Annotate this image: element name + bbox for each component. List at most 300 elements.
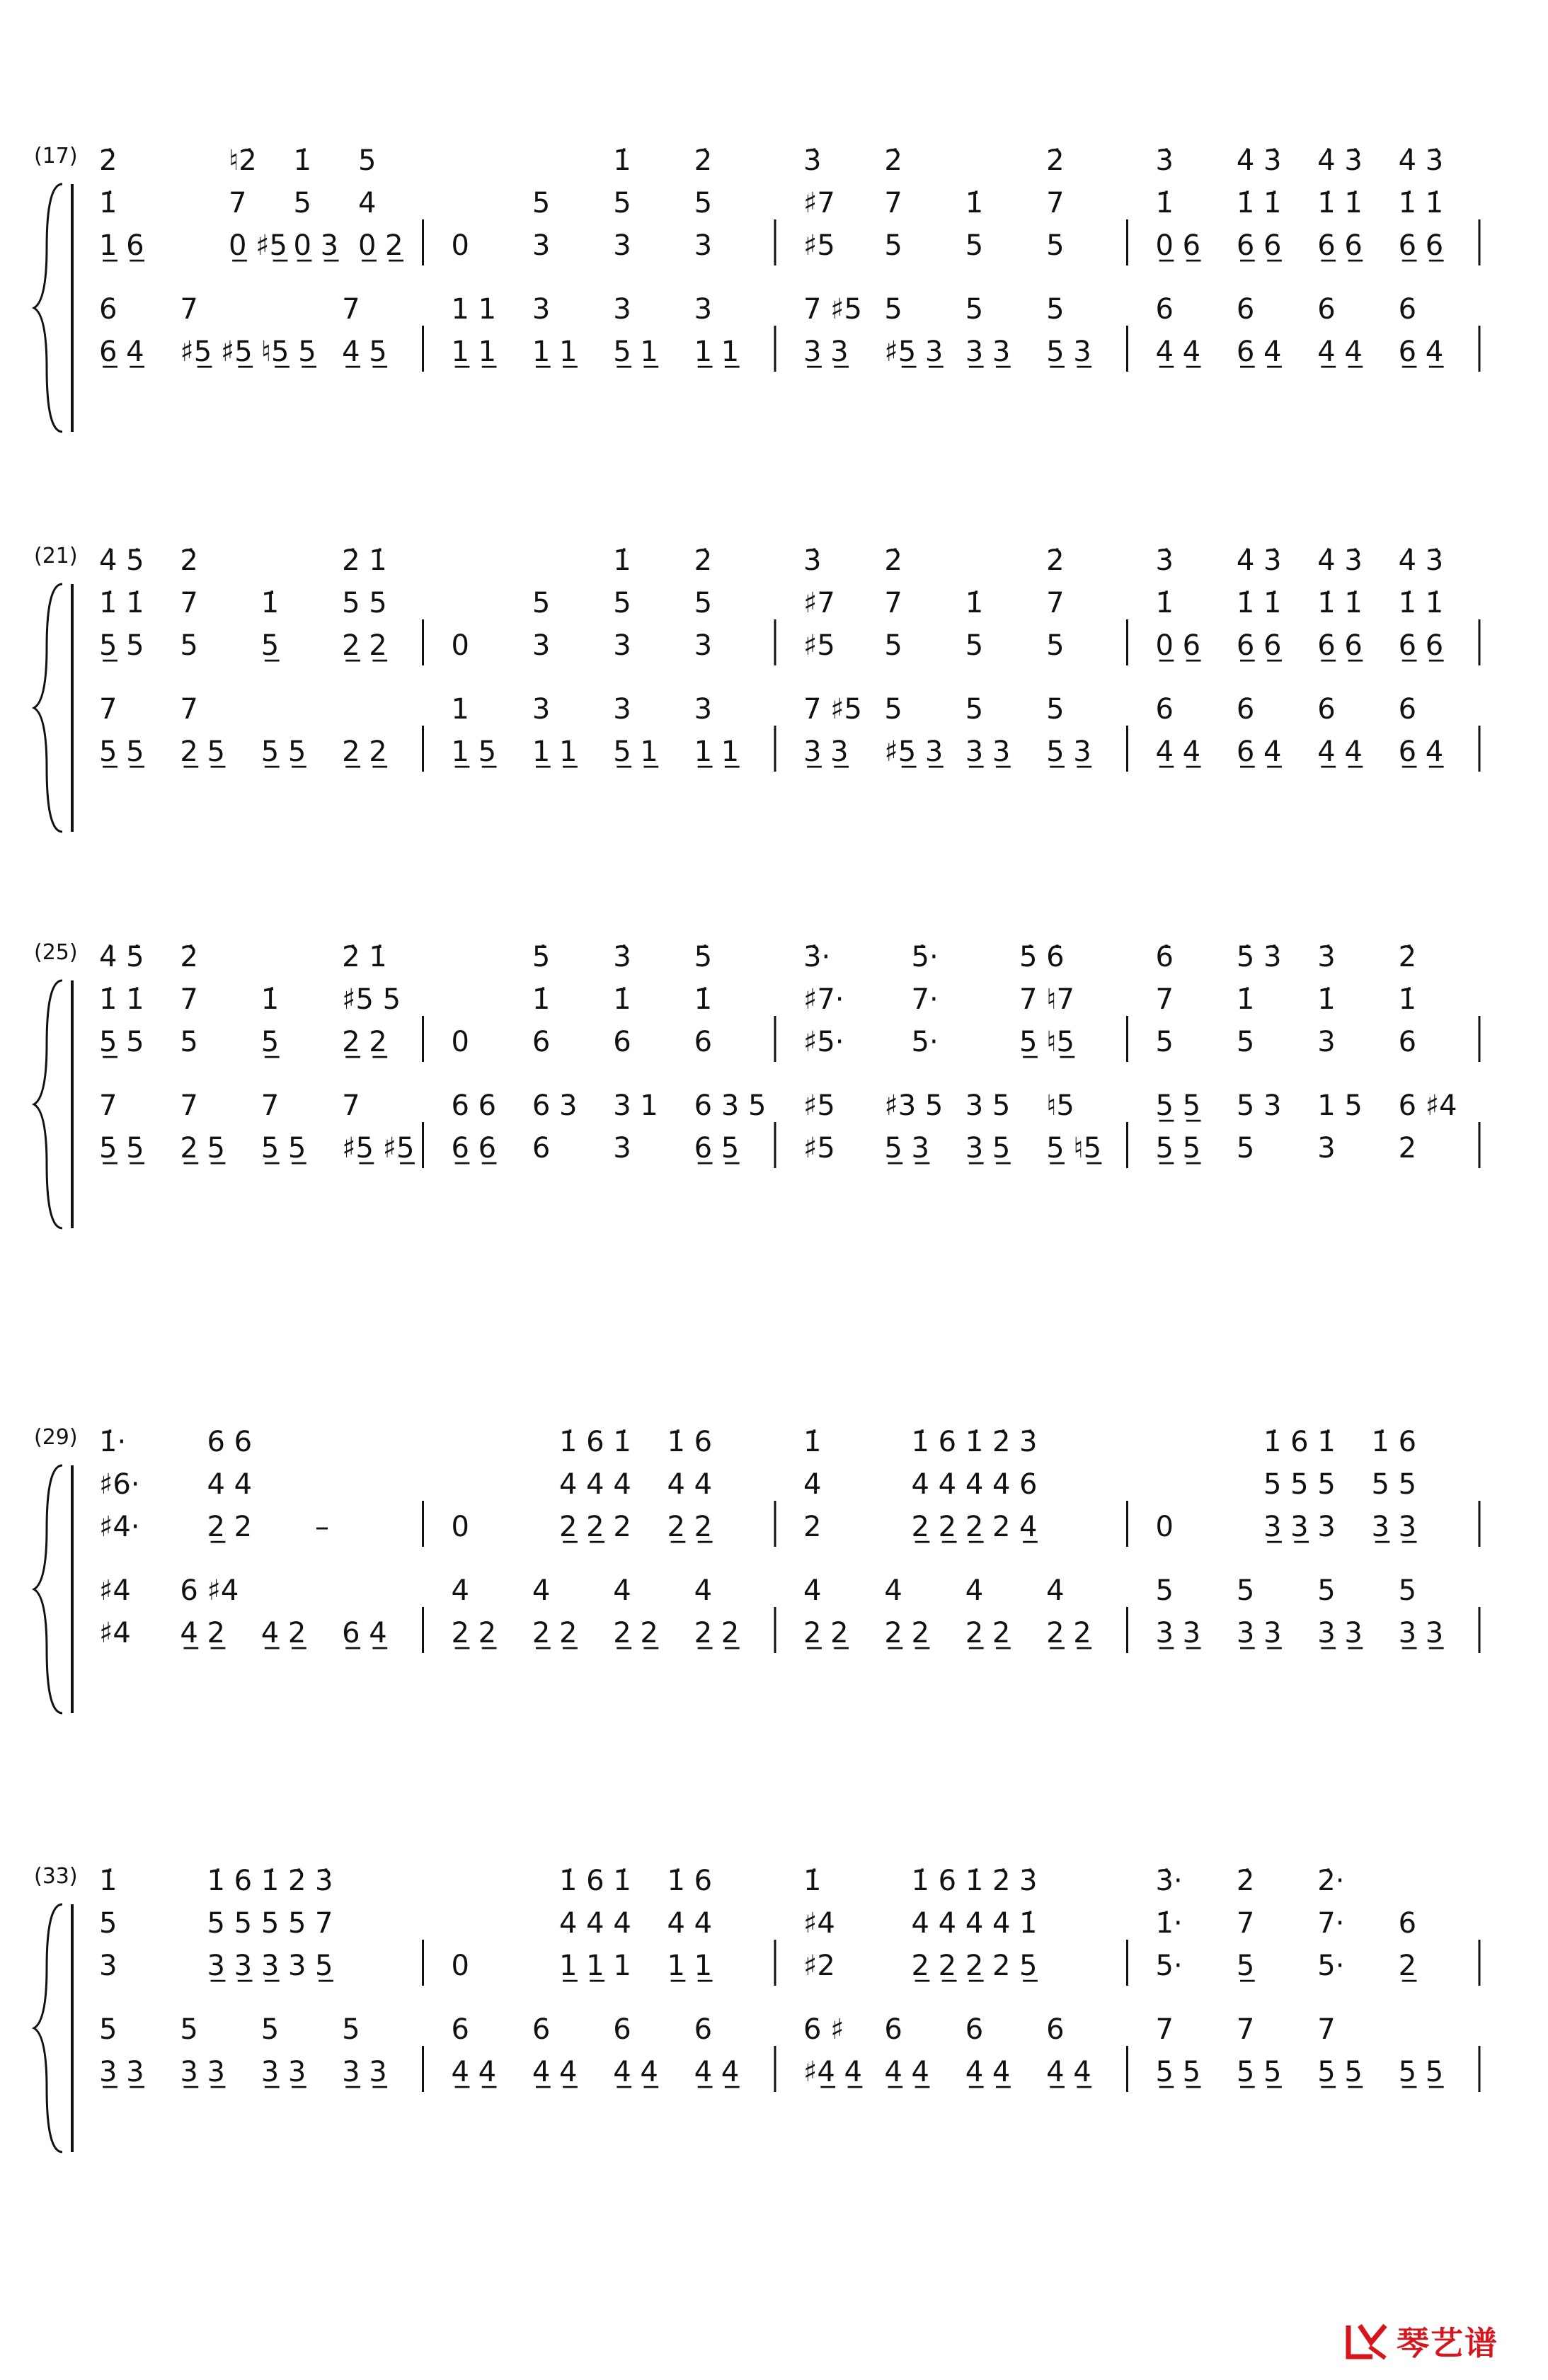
lh-note: 3̲ 3̲ <box>260 2056 306 2088</box>
lh-note: 4̲ 4̲ <box>1155 336 1201 368</box>
lh-note: 5 <box>884 693 902 726</box>
rh-note: 1̇ <box>613 544 631 577</box>
rh-note: 0̲ 6̲ <box>1155 229 1201 262</box>
rh-note: 6̲ 6̲ <box>1317 229 1363 262</box>
rh-note: 4̇ 3̇ <box>1398 144 1444 177</box>
lh-note: 3 <box>613 293 631 326</box>
rh-note: 6 <box>532 1026 551 1058</box>
rh-note: 2̲ 2̲ 2̲ 2 <box>911 1950 1011 1982</box>
rh-note: 2̲ 2̲ 2̲ 2 <box>911 1511 1011 1543</box>
rh-note: 2̇ <box>694 544 713 577</box>
lh-note: 3 <box>694 693 713 726</box>
rh-note: 5̲ <box>260 1026 280 1058</box>
rh-note: 6̲ 6̲ <box>1236 629 1282 662</box>
rh-note: 0̲ ♯5̲ <box>229 229 287 262</box>
lh-note: 6 <box>1155 293 1174 326</box>
rh-note: 3 <box>1317 1026 1336 1058</box>
rh-note: 1̇ <box>1398 983 1417 1016</box>
brace <box>34 1465 62 1713</box>
brace <box>34 1904 62 2152</box>
lh-note: 7 ♯5 <box>803 693 862 726</box>
rh-note: 3̇ <box>1155 144 1174 177</box>
rh-note: 1̇ 1̇ <box>1236 187 1282 219</box>
lh-note: 5̲ 5̲ <box>99 736 144 768</box>
rh-note: 2̇· <box>1317 1865 1345 1897</box>
rh-note: 7· <box>911 983 939 1016</box>
lh-note: 4̲ 4̲ <box>1155 736 1201 768</box>
lh-note: 1̲ 1̲ <box>694 336 740 368</box>
lh-note: 2̲ 2̲ <box>884 1617 929 1649</box>
lh-note: 5̲ 5̲ <box>260 1132 306 1165</box>
rh-note: 5̲ 5 <box>99 1026 144 1058</box>
measure-number: (21) <box>34 544 78 568</box>
rh-note: 1̇ 6 <box>1371 1426 1417 1458</box>
brace <box>34 184 62 432</box>
lh-note: ♯5̲ ♯5̲ <box>342 1132 415 1165</box>
rh-note: 2̇ <box>1046 544 1065 577</box>
rh-note: 3 <box>532 229 551 262</box>
rh-note: 3 <box>694 629 713 662</box>
lh-note: ♯4 <box>99 1617 131 1649</box>
rh-note: 5 5 <box>342 587 387 619</box>
lh-note: 6 <box>532 2013 551 2046</box>
lh-note: 3 <box>613 693 631 726</box>
rh-note: 5 <box>1236 1026 1255 1058</box>
rh-note: ♯4 <box>803 1907 835 1940</box>
rh-note: 7 <box>1046 187 1065 219</box>
rh-note: 1̇ <box>803 1426 822 1458</box>
lh-note: 3̲ 3̲ <box>342 2056 387 2088</box>
brace <box>34 584 62 832</box>
rh-note: 2̲ 2 <box>207 1511 253 1543</box>
lh-note: ♯5̲ ♯5̲ <box>180 336 253 368</box>
lh-note: 6 <box>1398 693 1417 726</box>
rh-note: 1̇ <box>613 983 631 1016</box>
rh-note: 5 <box>884 629 902 662</box>
lh-note: 7 <box>260 1089 280 1122</box>
lh-note: 5 <box>1046 293 1065 326</box>
rh-note: ♯6· <box>99 1468 140 1501</box>
rh-note: 1̇ 6 1̇ 2̇ <box>911 1426 1011 1458</box>
rh-note: 2̇ <box>180 544 198 577</box>
rh-note: 0 <box>1155 1511 1174 1543</box>
lh-note: 5 <box>342 2013 360 2046</box>
rh-note: 1̇ <box>1155 587 1174 619</box>
lh-note: 6 <box>965 2013 984 2046</box>
lh-note: 7 <box>99 1089 117 1122</box>
lh-note: 5̲ 5̲ <box>1155 1132 1201 1165</box>
lh-note: 5̲ 3̲ <box>884 1132 929 1165</box>
rh-note: 5 <box>1046 229 1065 262</box>
rh-note: 1̇ 1̇ <box>99 587 144 619</box>
rh-note: 1̇· <box>1155 1907 1183 1940</box>
lh-note: 6 <box>1236 693 1255 726</box>
rh-note: 3 <box>532 629 551 662</box>
lh-note: 5̲ 1̲ <box>613 336 658 368</box>
lh-note: 5 <box>1155 1574 1174 1607</box>
rh-note: 3̲ 3̲ <box>1371 1511 1417 1543</box>
rh-note: 1̇ 1̇ <box>99 983 144 1016</box>
rh-note: 0̲ 2̲ <box>358 229 403 262</box>
rh-note: 5 <box>1155 1026 1174 1058</box>
rh-note: 5̲ <box>1236 1950 1255 1982</box>
rh-note: 5· <box>1155 1950 1183 1982</box>
rh-note: 6̲ 6̲ <box>1236 229 1282 262</box>
rh-note: 5 5 <box>1371 1468 1417 1501</box>
lh-note: 1̲ 1̲ <box>451 336 497 368</box>
rh-note: 2̇ 1̇ <box>342 941 387 973</box>
lh-note: 6 <box>1236 293 1255 326</box>
lh-note: 6 <box>1398 293 1417 326</box>
lh-note: 1̲ 5̲ <box>451 736 497 768</box>
rh-note: 4̲ <box>1019 1511 1038 1543</box>
lh-note: 3 <box>613 1132 631 1165</box>
rh-note: 3̇· <box>1155 1865 1183 1897</box>
rh-note: 5 <box>293 187 311 219</box>
lh-note: 5 <box>965 693 984 726</box>
lh-note: 2̲ 5̲ <box>180 1132 225 1165</box>
rh-note: 6 <box>1398 1907 1417 1940</box>
rh-note: 3 <box>694 229 713 262</box>
rh-note: 5̲ <box>260 629 280 662</box>
lh-note: ♯4 <box>99 1574 131 1607</box>
rh-note: 1̇ 1̇ <box>1317 187 1363 219</box>
rh-note: 7 <box>180 587 198 619</box>
lh-note: 7 <box>1155 2013 1174 2046</box>
lh-note: 4̲ 4̲ <box>1046 2056 1091 2088</box>
logo-icon <box>1344 2321 1389 2361</box>
rh-note: 0̲ 3̲ <box>293 229 339 262</box>
rh-note: 5 5 5 <box>1263 1468 1336 1501</box>
rh-note: 7 ♮7 <box>1019 983 1074 1016</box>
rh-note: 3̲ 3̲ 3 <box>1263 1511 1336 1543</box>
lh-note: 3̲ 3̲ <box>803 736 849 768</box>
rh-note: 1̇ <box>965 587 984 619</box>
lh-note: 2̲ 2̲ <box>342 736 387 768</box>
rh-note: ♯7 <box>803 187 835 219</box>
rh-note: 5 <box>358 144 377 177</box>
rh-note: 1̇ 6 1̇ <box>1263 1426 1336 1458</box>
rh-note: 1̇· <box>99 1426 127 1458</box>
rh-note: 1̲ 1̲ 1 <box>559 1950 631 1982</box>
rh-note: 7 <box>1155 983 1174 1016</box>
lh-note: 7 ♯5 <box>803 293 862 326</box>
rh-note: 3 <box>613 229 631 262</box>
lh-note: 7 <box>180 693 198 726</box>
rh-note: 6̲ 6̲ <box>1398 629 1444 662</box>
lh-note: 5 <box>1046 693 1065 726</box>
lh-note: 6 <box>1317 293 1336 326</box>
lh-note: 4 <box>613 1574 631 1607</box>
lh-note: 3̲ 3̲ <box>965 336 1011 368</box>
lh-note: 5̲ 5̲ <box>1155 1089 1201 1122</box>
lh-note: 5̲ 5̲ <box>99 1132 144 1165</box>
lh-note: 4̲ 4̲ <box>532 2056 578 2088</box>
rh-note: 7 <box>315 1907 333 1940</box>
rh-note: 1̇ <box>803 1865 822 1897</box>
rh-note: 1̇ <box>532 983 551 1016</box>
rh-note: 3̲ 3̲ 3̲ 3 <box>207 1950 306 1982</box>
lh-note: 5̲ 5̲ <box>260 736 306 768</box>
lh-note: 2̲ 2̲ <box>451 1617 497 1649</box>
rh-note: ♯5 <box>803 629 835 662</box>
lh-note: 6̲ 4̲ <box>1398 336 1444 368</box>
rh-note: ♯5· <box>803 1026 844 1058</box>
lh-note: ♯5̲ 3̲ <box>884 736 944 768</box>
lh-note: 4̲ 2̲ <box>180 1617 225 1649</box>
rh-note: 3̇ <box>1019 1865 1038 1897</box>
lh-note: 1 5 <box>1317 1089 1363 1122</box>
lh-note: 2̲ 2̲ <box>613 1617 658 1649</box>
rh-note: 4 <box>803 1468 822 1501</box>
rh-note: 4̇ 3̇ <box>1398 544 1444 577</box>
rh-note: 3̇· <box>803 941 831 973</box>
rh-note: 4 4 <box>207 1468 253 1501</box>
rh-note: 5̇· <box>911 941 939 973</box>
lh-note: 6 ♯ <box>803 2013 844 2046</box>
lh-note: 6 <box>884 2013 902 2046</box>
rh-note: 5̲ <box>315 1950 333 1982</box>
rh-note: ♮2̇ <box>229 144 257 177</box>
rh-note: 3̇ <box>613 941 631 973</box>
rh-note: 5̲ <box>1019 1950 1038 1982</box>
lh-note: 2̲ 2̲ <box>694 1617 740 1649</box>
lh-note: 7 <box>342 293 360 326</box>
lh-note: 7 <box>342 1089 360 1122</box>
rh-note: 0 <box>451 1511 469 1543</box>
rh-note: 4̇ 3̇ <box>1236 144 1282 177</box>
lh-note: 6 <box>451 2013 469 2046</box>
rh-note: 1̇ 6 1̇ <box>559 1426 631 1458</box>
rh-note: 6 <box>694 1026 713 1058</box>
measure-number: (17) <box>34 144 78 168</box>
lh-note: 3̲ 3̲ <box>180 2056 225 2088</box>
rh-note: 1̇ <box>1236 983 1255 1016</box>
rh-note: 2̲ 2̲ 2 <box>559 1511 631 1543</box>
rh-note: 1̇ <box>694 983 713 1016</box>
lh-note: 5 <box>1236 1132 1255 1165</box>
lh-note: 5̲ 5̲ <box>1155 2056 1201 2088</box>
lh-note: 4 <box>694 1574 713 1607</box>
rh-note: 5̇ 3̇ <box>1236 941 1282 973</box>
rh-note: 1̇ <box>1155 187 1174 219</box>
rh-note: – <box>315 1511 329 1543</box>
lh-note: 6̲ 4̲ <box>342 1617 387 1649</box>
lh-note: 3 <box>1317 1132 1336 1165</box>
rh-note: 6̲ 6̲ <box>1398 229 1444 262</box>
lh-note: 6̲ 4̲ <box>1236 336 1282 368</box>
rh-note: 2 <box>803 1511 822 1543</box>
lh-note: 2̲ 2̲ <box>803 1617 849 1649</box>
lh-note: 5̲ 5̲ <box>1398 2056 1444 2088</box>
rh-note: ♯5 <box>803 229 835 262</box>
lh-note: 3 5 <box>965 1089 1011 1122</box>
rh-note: ♯5 5 <box>342 983 401 1016</box>
lh-note: 7 <box>1236 2013 1255 2046</box>
lh-note: 7 <box>180 1089 198 1122</box>
rh-note: 6 <box>1019 1468 1038 1501</box>
rh-note: 2̇ <box>99 144 117 177</box>
lh-note: 5̲ 3̲ <box>1046 336 1091 368</box>
rh-note: 3̇ <box>315 1865 333 1897</box>
rh-note: 2̇ <box>1398 941 1417 973</box>
rh-note: 1̇ 6 1̇ <box>559 1865 631 1897</box>
lh-note: 1 <box>451 693 469 726</box>
lh-note: 6 <box>532 1132 551 1165</box>
rh-note: 5· <box>911 1026 939 1058</box>
rh-note: 2̇ <box>884 144 902 177</box>
rh-note: 6 6 <box>207 1426 253 1458</box>
rh-note: 1̇ <box>260 587 280 619</box>
lh-note: 3̲ 3̲ <box>965 736 1011 768</box>
lh-note: 3̲ 5̲ <box>965 1132 1011 1165</box>
lh-note: 6 <box>613 2013 631 2046</box>
rh-note: 1̇ 6 1̇ 2̇ <box>911 1865 1011 1897</box>
rh-note: 2̇ <box>1046 144 1065 177</box>
rh-note: 5 <box>965 229 984 262</box>
measure-number: (29) <box>34 1425 78 1450</box>
lh-note: 7 <box>180 293 198 326</box>
rh-note: 0 <box>451 1026 469 1058</box>
rh-note: 1̇ <box>965 187 984 219</box>
rh-note: 5 <box>965 629 984 662</box>
lh-note: 1̲ 1̲ <box>694 736 740 768</box>
rh-note: 1̇ <box>99 1865 117 1897</box>
lh-note: 5 3 <box>1236 1089 1282 1122</box>
lh-note: 5 <box>965 293 984 326</box>
lh-note: 5̲ ♮5̲ <box>1046 1132 1102 1165</box>
rh-note: 5 <box>532 187 551 219</box>
lh-note: ♯4̲ 4̲ <box>803 2056 862 2088</box>
lh-note: 4̲ 4̲ <box>451 2056 497 2088</box>
rh-note: 2̲ <box>1398 1950 1417 1982</box>
rh-note: 7 <box>180 983 198 1016</box>
rh-note: 1̲ 1̲ <box>667 1950 713 1982</box>
lh-note: 5̲ 3̲ <box>1046 736 1091 768</box>
lh-note: 2̲ 2̲ <box>965 1617 1011 1649</box>
rh-note: 2̲ 2̲ <box>667 1511 713 1543</box>
rh-note: 5 5 5 5 <box>207 1907 306 1940</box>
rh-note: 2̇ <box>180 941 198 973</box>
rh-note: 5̲ 5 <box>99 629 144 662</box>
rh-note: 6̇ <box>1155 941 1174 973</box>
rh-note: 7 <box>884 187 902 219</box>
rh-note: 3̇ <box>803 544 822 577</box>
rh-note: 4 4 4 4 <box>911 1907 1011 1940</box>
lh-note: 1̲ 1̲ <box>532 736 578 768</box>
lh-note: 4 <box>884 1574 902 1607</box>
rh-note: 6 <box>1398 1026 1417 1058</box>
rh-note: 1̇ 6 1̇ 2̇ <box>207 1865 306 1897</box>
lh-note: 5 <box>1398 1574 1417 1607</box>
rh-note: 4̇ 5̇ <box>99 941 144 973</box>
rh-note: 4 4 4 <box>559 1907 631 1940</box>
lh-note: 6̲ 4̲ <box>1398 736 1444 768</box>
lh-note: 5 <box>1317 1574 1336 1607</box>
rh-note: 2̇ <box>1236 1865 1255 1897</box>
lh-note: 5 <box>260 2013 280 2046</box>
lh-note: 4̲ 4̲ <box>1317 736 1363 768</box>
lh-note: 6 3 5 <box>694 1089 767 1122</box>
lh-note: 2̲ 2̲ <box>532 1617 578 1649</box>
lh-note: 6 <box>1046 2013 1065 2046</box>
rh-note: 0̲ 6̲ <box>1155 629 1201 662</box>
rh-note: 0 <box>451 1950 469 1982</box>
lh-note: 6 <box>1155 693 1174 726</box>
lh-note: 3 <box>532 293 551 326</box>
rh-note: 4̇ 5̇ <box>99 544 144 577</box>
rh-note: 4 4 4 <box>559 1468 631 1501</box>
lh-note: 1̲ 1̲ <box>532 336 578 368</box>
rh-note: 3 <box>99 1950 117 1982</box>
lh-note: 6̲ 6̲ <box>451 1132 497 1165</box>
rh-note: 5· <box>1317 1950 1345 1982</box>
rh-note: 5 <box>180 1026 198 1058</box>
lh-note: 2̲ 2̲ <box>1046 1617 1091 1649</box>
lh-note: 3̲ 3̲ <box>1155 1617 1201 1649</box>
rh-note: 5 <box>180 629 198 662</box>
lh-note: 1 1 <box>451 293 497 326</box>
rh-note: 1̇ <box>99 187 117 219</box>
lh-note: 6̲ 4̲ <box>1236 736 1282 768</box>
lh-note: 5 <box>884 293 902 326</box>
rh-note: 1̇ 6 <box>667 1426 713 1458</box>
lh-note: 7 <box>99 693 117 726</box>
rh-note: 1̇ 1̇ <box>1317 587 1363 619</box>
rh-note: ♯7 <box>803 587 835 619</box>
rh-note: 3̇ <box>803 144 822 177</box>
lh-note: 4̲ 4̲ <box>965 2056 1011 2088</box>
brace <box>34 980 62 1228</box>
lh-note: 3̲ 3̲ <box>1236 1617 1282 1649</box>
rh-note: ♯2 <box>803 1950 835 1982</box>
lh-note: ♯5 <box>803 1089 835 1122</box>
lh-note: 4 <box>1046 1574 1065 1607</box>
lh-note: 4̲ 5̲ <box>342 336 387 368</box>
lh-note: 3 <box>532 693 551 726</box>
rh-note: 5̇ <box>532 941 551 973</box>
rh-note: 1̇ 1̇ <box>1236 587 1282 619</box>
rh-note: 5 <box>613 587 631 619</box>
rh-note: 4̇ 3̇ <box>1236 544 1282 577</box>
rh-note: 4̇ 3̇ <box>1317 144 1363 177</box>
rh-note: 5 <box>1046 629 1065 662</box>
lh-note: 4̲ 4̲ <box>1317 336 1363 368</box>
rh-note: 5 <box>694 587 713 619</box>
rh-note: 2̲ 2̲ <box>342 629 387 662</box>
rh-note: 4 4 <box>667 1907 713 1940</box>
lh-note: 3 <box>694 293 713 326</box>
rh-note: 3̇ <box>1019 1426 1038 1458</box>
lh-note: 5̲ 5̲ <box>1236 2056 1282 2088</box>
lh-note: 4 <box>451 1574 469 1607</box>
rh-note: 5 <box>613 187 631 219</box>
lh-note: 4 <box>965 1574 984 1607</box>
lh-note: 3̲ 3̲ <box>1317 1617 1363 1649</box>
rh-note: 1̇ <box>293 144 311 177</box>
lh-note: 7 <box>1317 2013 1336 2046</box>
rh-note: 7 <box>884 587 902 619</box>
lh-note: 6 ♯4 <box>1398 1089 1457 1122</box>
rh-note: 7 <box>1046 587 1065 619</box>
lh-note: 6 <box>99 293 117 326</box>
rh-note: 4̇ 3̇ <box>1317 544 1363 577</box>
lh-note: 6 ♯4 <box>180 1574 239 1607</box>
lh-note: 6̲ 5̲ <box>694 1132 740 1165</box>
lh-note: 4 <box>532 1574 551 1607</box>
rh-note: 1̲ 6̲ <box>99 229 144 262</box>
lh-note: 3̲ 3̲ <box>99 2056 144 2088</box>
